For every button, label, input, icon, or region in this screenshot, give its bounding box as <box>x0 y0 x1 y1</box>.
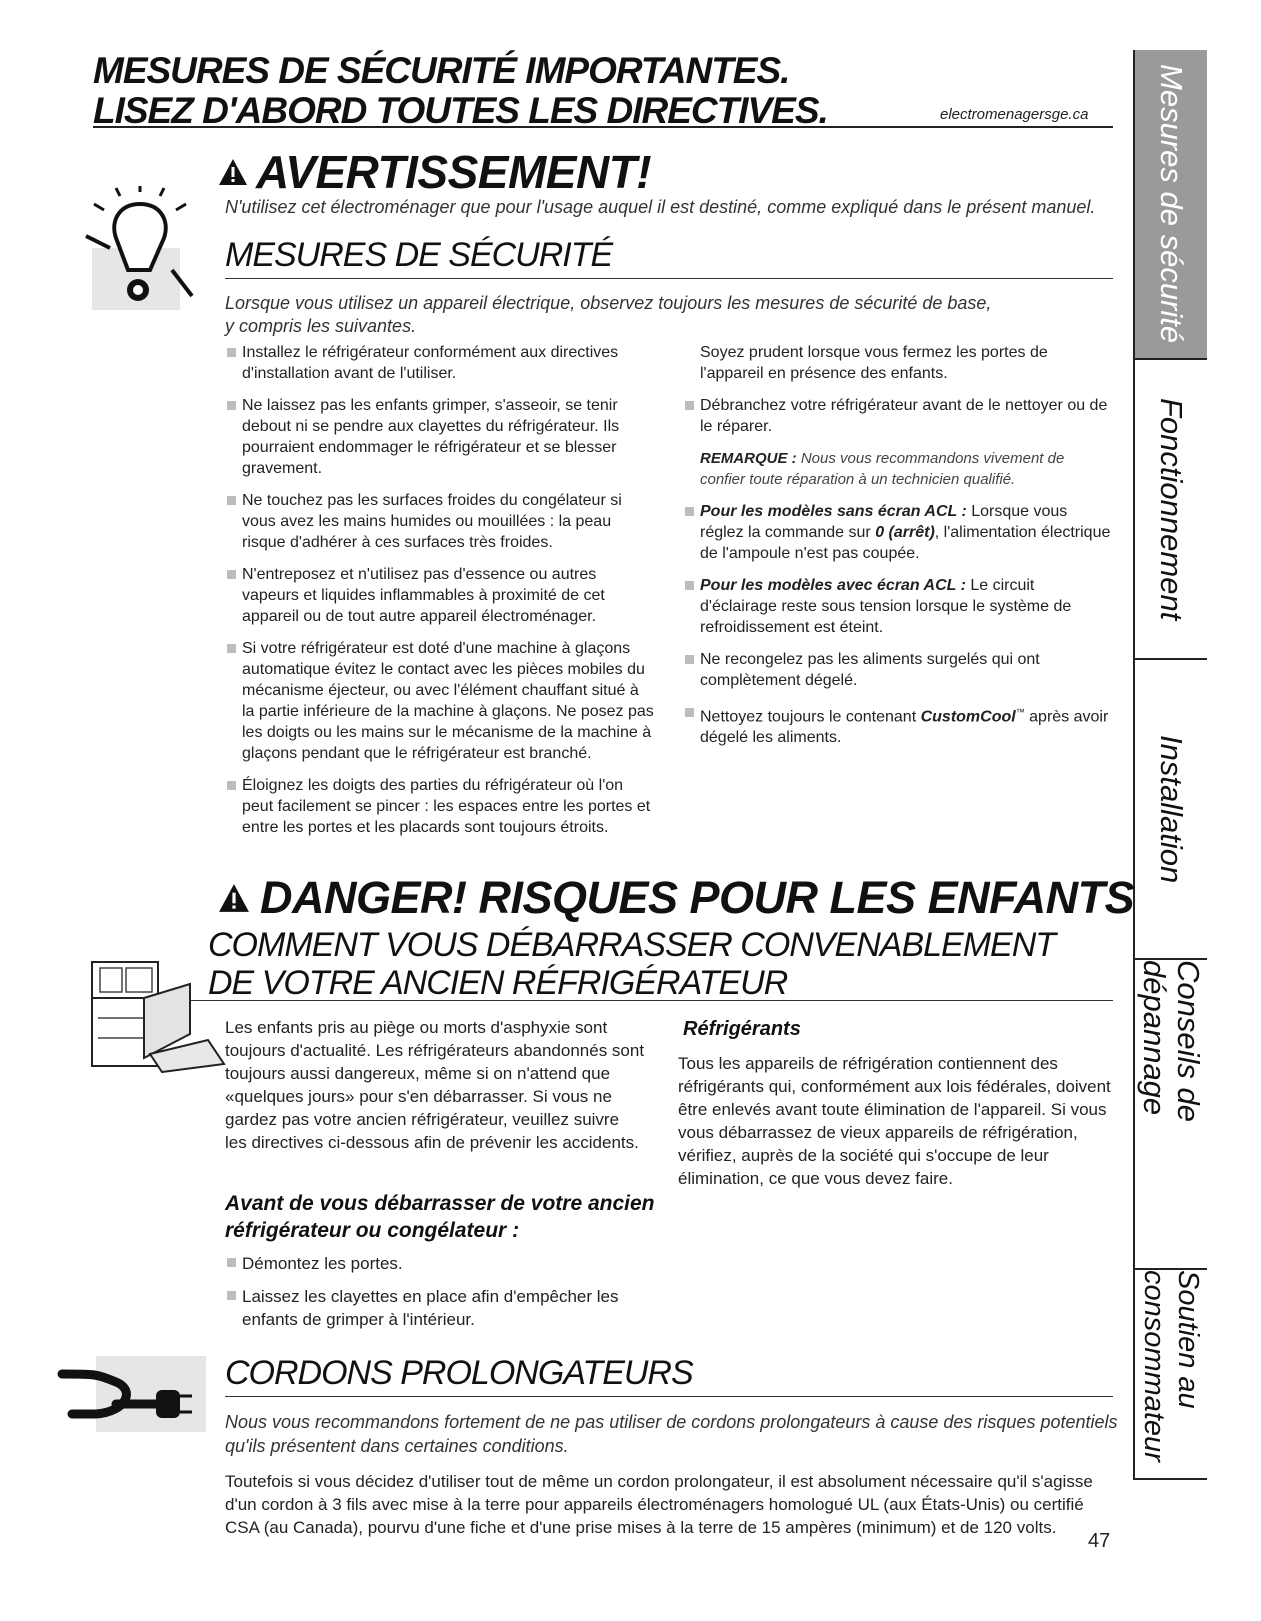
cords-heading: CORDONS PROLONGATEURS <box>225 1354 693 1392</box>
website-link[interactable]: electromenagersge.ca <box>940 106 1089 123</box>
warning-title-row <box>218 146 651 198</box>
danger-divider <box>160 1000 1113 1001</box>
list-item <box>683 702 1113 748</box>
warning-title: AVERTISSEMENT! <box>256 146 652 198</box>
safety-divider <box>225 278 1113 279</box>
refrigerants-text: Tous les appareils de réfrigération contiennent des réfrigérants qui, conformément aux lois fédérales, doivent être enlevés avant toute élimination de l'appareil. Si vous vous débarrassez de vieux appareils de réfrigération, vérifiez, auprès de la société qui s'occupe de leur élimination, ce que vous devez faire. <box>678 1054 1111 1188</box>
tab-fonctionnement[interactable] <box>1135 360 1207 660</box>
page-title-line2: LISEZ D'ABORD TOUTES LES DIRECTIVES. <box>93 90 828 131</box>
acl-text: Le circuit d'éclairage reste sous tension lorsque le système de refroidissement est éteint. <box>700 577 1072 636</box>
power-cord-plug-icon <box>56 1354 206 1434</box>
cords-body: Toutefois si vous décidez d'utiliser tout de même un cordon prolongateur, il est absolument nécessaire qu'il s'agisse d'un cordon à 3 fils avec mise à la terre pour appareils électroménagers homologué UL (aux États-Unis) ou certifié CSA (au Canada), pourvu d'une fiche et d'une prise mises à la terre de 15 ampères (minimum) et de 120 volts. <box>225 1472 1093 1537</box>
section-tabs <box>1133 50 1205 1480</box>
acl-zero-setting: 0 (arrêt) <box>875 524 935 541</box>
safety-right-column <box>683 342 1113 759</box>
list-item <box>683 501 1113 564</box>
header-divider <box>93 126 1113 128</box>
acl-label-without: Pour les modèles sans écran ACL : <box>700 503 967 520</box>
list-item: Éloignez les doigts des parties du réfrigérateur où l'on peut facilement se pincer : les espaces entre les portes et entre les portes et les placards sont toujours étroits. <box>225 775 655 838</box>
list-item: Ne laissez pas les enfants grimper, s'asseoir, se tenir debout ni se pendre aux clayettes du réfrigérateur. Ils pourraient endommager le réfrigérateur et se blesser gravement. <box>225 395 655 479</box>
list-item: Installez le réfrigérateur conformément aux directives d'installation avant de l'utiliser. <box>225 342 655 384</box>
refrigerants-heading: Réfrigérants <box>683 1018 801 1040</box>
list-item: Ne recongelez pas les aliments surgelés qui ont complètement dégelé. <box>683 649 1113 691</box>
tab-soutien-au-consommateur[interactable] <box>1135 1270 1207 1480</box>
acl-text-b: , l'alimentation électrique de l'ampoule n'est pas coupée. <box>700 524 1111 562</box>
cords-lead: Nous vous recommandons fortement de ne pas utiliser de cordons prolongateurs à cause des risques potentiels qu'ils présentent dans certaines conditions. <box>225 1412 1118 1456</box>
warning-triangle-icon <box>218 158 248 186</box>
safety-lead-2: y compris les suivantes. <box>225 316 417 336</box>
page-number: 47 <box>1088 1530 1111 1552</box>
tab-conseils-de-depannage[interactable] <box>1135 960 1207 1270</box>
safety-left-column <box>225 342 655 849</box>
danger-before-heading: Avant de vous débarrasser de votre ancien réfrigérateur ou congélateur : <box>225 1192 655 1242</box>
customcool-brand: CustomCool <box>920 708 1016 726</box>
clean-text-a: Nettoyez toujours le contenant <box>700 708 917 726</box>
clean-text-b: après avoir dégelé les aliments. <box>700 708 1109 747</box>
acl-text-a: Lorsque vous réglez la commande sur <box>700 503 1068 541</box>
tab-mesures-de-securite[interactable] <box>1135 50 1207 360</box>
list-item: Débranchez votre réfrigérateur avant de le nettoyer ou de le réparer. <box>683 395 1113 437</box>
trademark-symbol: ™ <box>1015 707 1025 717</box>
list-item: Ne touchez pas les surfaces froides du congélateur si vous avez les mains humides ou mouillées : la peau risque d'adhérer à ces surfaces très froides. <box>225 490 655 553</box>
remarque-note <box>683 448 1113 490</box>
danger-heading-line1: COMMENT VOUS DÉBARRASSER CONVENABLEMENT <box>208 926 1056 964</box>
tab-label: Soutien au consommateur <box>1138 1270 1204 1462</box>
danger-title: DANGER! RISQUES POUR LES ENFANTS <box>260 872 1135 923</box>
tab-label: Conseils de dépannage <box>1137 960 1206 1122</box>
page-title-line1: MESURES DE SÉCURITÉ IMPORTANTES. <box>93 50 790 91</box>
safety-lead-1: Lorsque vous utilisez un appareil électrique, observez toujours les mesures de sécurité de base, <box>225 293 992 313</box>
danger-title-row <box>218 872 1134 924</box>
open-refrigerator-icon <box>88 958 228 1073</box>
list-item: Démontez les portes. <box>225 1252 645 1275</box>
list-item: N'entreposez et n'utilisez pas d'essence ou autres vapeurs et liquides inflammables à proximité de cet appareil ou de tout autre appareil électroménager. <box>225 564 655 627</box>
danger-heading-line2: DE VOTRE ANCIEN RÉFRIGÉRATEUR <box>208 964 788 1002</box>
list-item-continued: Soyez prudent lorsque vous fermez les portes de l'appareil en présence des enfants. <box>700 344 1048 382</box>
warning-triangle-icon <box>218 883 250 913</box>
tab-label: Mesures de sécurité <box>1154 64 1189 344</box>
danger-intro: Les enfants pris au piège ou morts d'asphyxie sont toujours d'actualité. Les réfrigérateurs abandonnés sont toujours aussi dangereux, même si on n'attend que «quelques jours» pour s'en débarrasser. Si vous ne gardez pas votre ancien réfrigérateur, veuillez suivre les directives ci-dessous afin de prévenir les accidents. <box>225 1018 645 1152</box>
list-item <box>683 575 1113 638</box>
exclamation-bulb-icon <box>80 186 200 316</box>
cords-divider <box>225 1396 1113 1397</box>
remarque-label: REMARQUE : <box>700 450 797 467</box>
tab-installation[interactable] <box>1135 660 1207 960</box>
safety-heading: MESURES DE SÉCURITÉ <box>225 236 613 274</box>
danger-steps <box>225 1252 645 1342</box>
warning-subtitle: N'utilisez cet électroménager que pour l'usage auquel il est destiné, comme expliqué dans le présent manuel. <box>225 197 1096 217</box>
list-item: Si votre réfrigérateur est doté d'une machine à glaçons automatique évitez le contact avec les pièces mobiles du mécanisme éjecteur, ou avec l'élément chauffant situé à la partie inférieure de la machine à glaçons. Ne posez pas les doigts ou les mains sur le mécanisme de la machine à glaçons pendant que le réfrigérateur est branché. <box>225 638 655 764</box>
tab-label: Fonctionnement <box>1154 397 1189 621</box>
acl-label-with: Pour les modèles avec écran ACL : <box>700 577 966 594</box>
tab-label: Installation <box>1154 734 1189 884</box>
list-item: Laissez les clayettes en place afin d'empêcher les enfants de grimper à l'intérieur. <box>225 1285 645 1331</box>
remarque-text: Nous vous recommandons vivement de confier toute réparation à un technicien qualifié. <box>700 450 1065 488</box>
